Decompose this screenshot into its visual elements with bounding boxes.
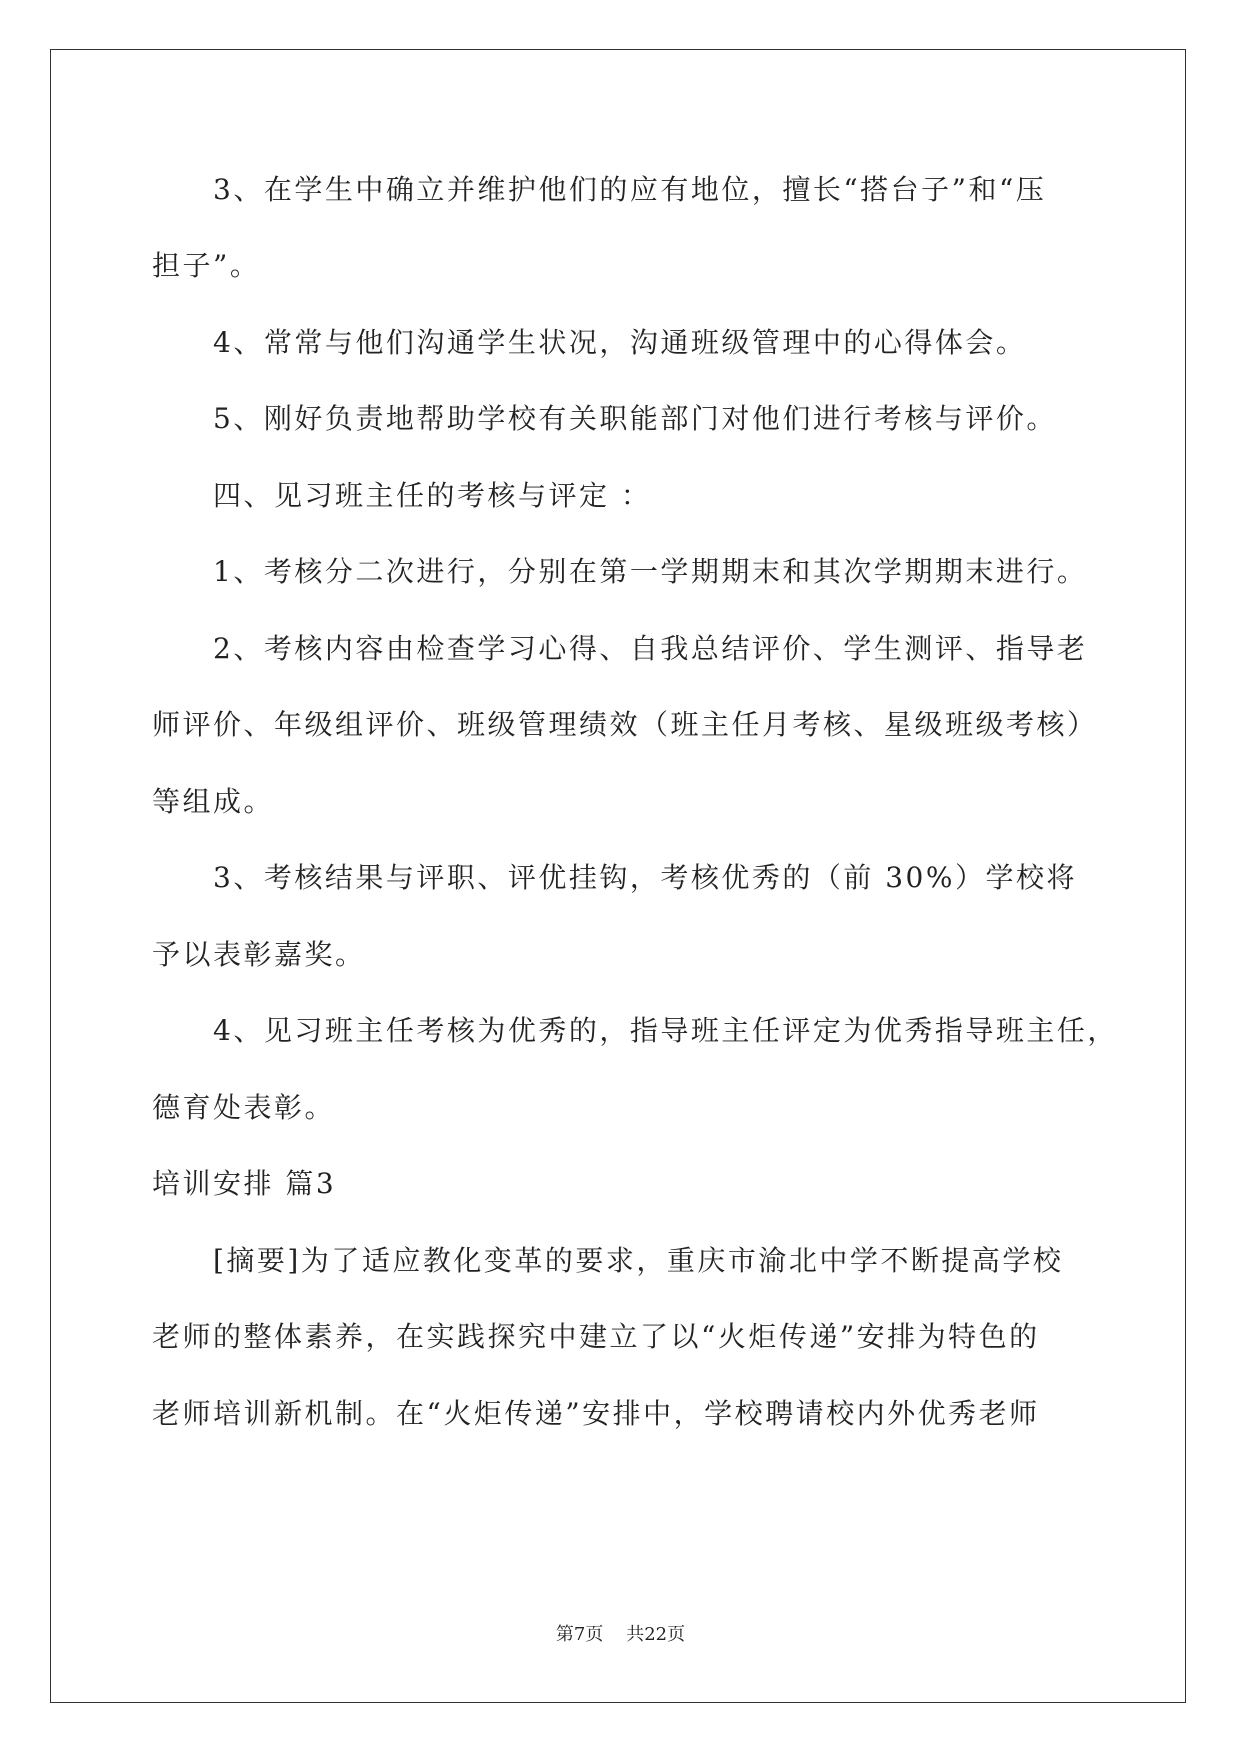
text-line: 德育处表彰。 — [152, 1091, 336, 1124]
section-heading: 四、见习班主任的考核与评定 ： — [152, 479, 652, 512]
text-line: 4、见习班主任考核为优秀的，指导班主任评定为优秀指导班主任， — [152, 1014, 1118, 1047]
text-line: 老师的整体素养，在实践探究中建立了以“火炬传递”安排为特色的 — [152, 1320, 1040, 1353]
text-line: 1、考核分二次进行，分别在第一学期期末和其次学期期末进行。 — [152, 555, 1088, 588]
page-footer — [0, 1620, 1241, 1646]
text-line: 师评价、年级组评价、班级管理绩效（班主任月考核、星级班级考核） — [152, 708, 1098, 741]
page-number: 第7页 — [555, 1624, 604, 1645]
text-line: 担子”。 — [152, 249, 261, 282]
text-line: 4、常常与他们沟通学生状况，沟通班级管理中的心得体会。 — [152, 326, 1027, 359]
text-line: 3、在学生中确立并维护他们的应有地位，擅长“搭台子”和“压 — [152, 173, 1047, 206]
article-title: 培训安排 篇3 — [152, 1167, 337, 1200]
text-line: 予以表彰嘉奖。 — [152, 938, 366, 971]
text-line: 等组成。 — [152, 785, 275, 818]
text-line: 老师培训新机制。在“火炬传递”安排中，学校聘请校内外优秀老师 — [152, 1397, 1040, 1430]
text-line: 3、考核结果与评职、评优挂钩，考核优秀的（前 30%）学校将 — [152, 861, 1077, 894]
text-line: [摘要]为了适应教化变革的要求，重庆市渝北中学不断提高学校 — [152, 1244, 1064, 1277]
text-line: 2、考核内容由检查学习心得、自我总结评价、学生测评、指导老 — [152, 632, 1088, 665]
page-total: 共22页 — [626, 1624, 686, 1645]
text-line: 5、刚好负责地帮助学校有关职能部门对他们进行考核与评价。 — [152, 402, 1057, 435]
